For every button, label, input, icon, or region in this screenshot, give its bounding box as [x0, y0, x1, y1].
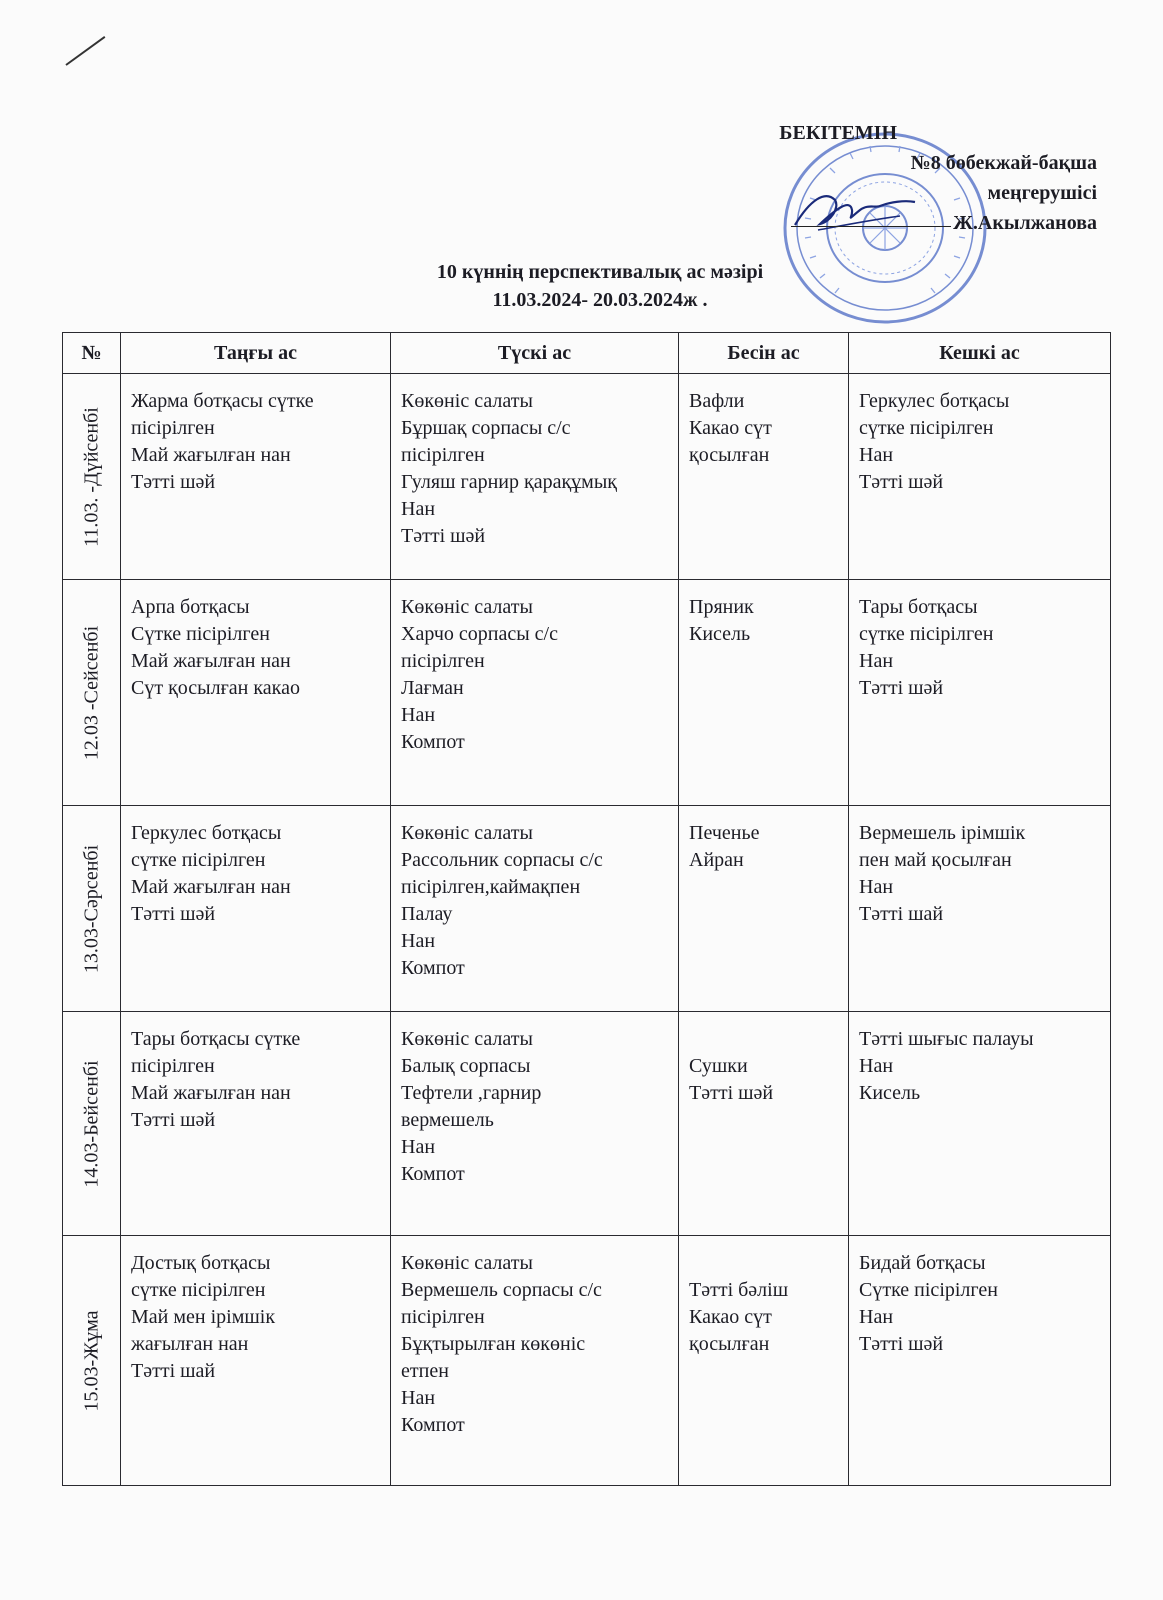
menu-item: Нан: [859, 1306, 894, 1328]
menu-item: Сүтке пісірілген: [131, 623, 270, 645]
approval-org: №8 бөбекжай-бақша: [910, 152, 1097, 174]
menu-table: [62, 332, 1111, 1486]
menu-item-list: [679, 806, 848, 882]
menu-item: Кисель: [689, 623, 751, 645]
day-cell: [63, 374, 121, 580]
menu-item: Сүтке пісірілген: [859, 1279, 998, 1301]
menu-item: Нан: [859, 650, 894, 672]
menu-item: Нан: [401, 498, 436, 520]
pen-mark: [65, 36, 105, 66]
menu-item: Нан: [401, 930, 436, 952]
header-lunch: Түскі ас: [391, 333, 679, 374]
lunch-cell: [391, 1236, 679, 1486]
menu-item: Харчо сорпасы с/с: [401, 623, 558, 645]
menu-item: Достық ботқасы: [131, 1252, 271, 1274]
menu-item: қосылған: [689, 1333, 770, 1355]
breakfast-cell: [121, 806, 391, 1012]
menu-item: Балық сорпасы: [401, 1055, 531, 1077]
dinner-cell: [849, 806, 1111, 1012]
menu-item: Нан: [859, 876, 894, 898]
lunch-cell: [391, 806, 679, 1012]
menu-item: Тәтті шәй: [131, 1109, 216, 1131]
menu-item: Май жағылған нан: [131, 650, 291, 672]
menu-item: Көкөніс салаты: [401, 1028, 533, 1050]
menu-item: Тәтті шай: [131, 1360, 216, 1382]
menu-item: Сүт қосылған какао: [131, 677, 300, 699]
menu-item: Компот: [401, 1414, 465, 1436]
menu-item: Тәтті шәй: [859, 677, 944, 699]
snack-cell: [679, 374, 849, 580]
menu-item-list: [849, 806, 1110, 936]
day-cell: [63, 1012, 121, 1236]
menu-item: Тефтели ,гарнир: [401, 1082, 542, 1104]
dinner-cell: [849, 1236, 1111, 1486]
menu-item: Тәтті шәй: [689, 1082, 774, 1104]
day-label: 13.03-Сәрсенбі: [80, 844, 102, 973]
menu-item: Сушки: [689, 1055, 748, 1077]
menu-item: Тәтті шәй: [131, 903, 216, 925]
menu-item: Көкөніс салаты: [401, 1252, 533, 1274]
menu-item: Тары ботқасы: [859, 596, 978, 618]
snack-cell: [679, 1236, 849, 1486]
header-dinner: Кешкі ас: [849, 333, 1111, 374]
menu-item-list: [121, 1236, 390, 1393]
menu-item: Көкөніс салаты: [401, 822, 533, 844]
menu-item: пісірілген: [131, 417, 215, 439]
menu-item: Тәтті шай: [859, 903, 944, 925]
menu-item: етпен: [401, 1360, 449, 1382]
day-label: 14.03-Бейсенбі: [80, 1059, 102, 1188]
menu-item: пісірілген: [401, 444, 485, 466]
menu-item-list: [121, 374, 390, 504]
table-row: [63, 1012, 1111, 1236]
menu-item: Компот: [401, 957, 465, 979]
menu-item-list: [849, 1012, 1110, 1115]
table-row: [63, 580, 1111, 806]
menu-item: Тәтті шәй: [859, 1333, 944, 1355]
menu-item-list: [849, 1236, 1110, 1366]
menu-item: Геркулес ботқасы: [131, 822, 282, 844]
breakfast-cell: [121, 1012, 391, 1236]
menu-item: Лағман: [401, 677, 464, 699]
menu-item: Компот: [401, 731, 465, 753]
menu-item: Май мен ірімшік: [131, 1306, 276, 1328]
breakfast-cell: [121, 1236, 391, 1486]
day-label: 11.03. -Дүйсенбі: [80, 406, 102, 547]
menu-item-list: [679, 580, 848, 656]
menu-item-list: [849, 580, 1110, 710]
menu-item: Бұқтырылған көкөніс: [401, 1333, 586, 1355]
menu-item: Тәтті шәй: [401, 525, 486, 547]
menu-item: Көкөніс салаты: [401, 390, 533, 412]
menu-item-list: [391, 1236, 678, 1447]
menu-item: Тәтті шығыс палауы: [859, 1028, 1034, 1050]
menu-item: қосылған: [689, 444, 770, 466]
document-title: [380, 258, 820, 314]
menu-item: Кисель: [859, 1082, 921, 1104]
table-row: [63, 1236, 1111, 1486]
menu-item: пісірілген: [401, 1306, 485, 1328]
approval-signatory: [791, 208, 1097, 238]
menu-item: Жарма ботқасы сүтке: [131, 390, 314, 412]
menu-item: Май жағылған нан: [131, 1082, 291, 1104]
snack-cell: [679, 806, 849, 1012]
breakfast-cell: [121, 374, 391, 580]
menu-item: Нан: [401, 704, 436, 726]
menu-item: вермешель: [401, 1109, 494, 1131]
menu-item: Какао сүт: [689, 417, 772, 439]
menu-item-list: [121, 580, 390, 710]
table-row: [63, 806, 1111, 1012]
menu-item: Нан: [859, 444, 894, 466]
menu-item: Май жағылған нан: [131, 444, 291, 466]
menu-item-list: [391, 806, 678, 990]
menu-item: сүтке пісірілген: [131, 1279, 266, 1301]
menu-item: Геркулес ботқасы: [859, 390, 1010, 412]
menu-item-list: [679, 374, 848, 477]
menu-item: [689, 1250, 842, 1277]
approval-heading: БЕКІТЕМІН: [779, 122, 897, 144]
menu-item-list: [679, 1236, 848, 1366]
menu-item: Тары ботқасы сүтке: [131, 1028, 301, 1050]
menu-item: Рассольник сорпасы с/с: [401, 849, 603, 871]
header-breakfast: Таңғы ас: [121, 333, 391, 374]
dinner-cell: [849, 1012, 1111, 1236]
dinner-cell: [849, 374, 1111, 580]
day-cell: [63, 580, 121, 806]
snack-cell: [679, 580, 849, 806]
menu-item-list: [391, 580, 678, 764]
menu-item: пен май қосылған: [859, 849, 1012, 871]
title-main: 10 күннің перспективалық ас мәзірі: [436, 261, 764, 283]
menu-item: Нан: [401, 1387, 436, 1409]
menu-item-list: [121, 806, 390, 936]
menu-item: пісірілген,каймақпен: [401, 876, 581, 898]
menu-item: Гуляш гарнир қарақұмық: [401, 471, 617, 493]
menu-item: сүтке пісірілген: [859, 417, 994, 439]
menu-item: Нан: [401, 1136, 436, 1158]
menu-item-list: [849, 374, 1110, 504]
menu-item-list: [391, 374, 678, 558]
menu-item: Бұршақ сорпасы с/с: [401, 417, 571, 439]
header-snack: Бесін ас: [679, 333, 849, 374]
menu-item: Вермешель ірімшік: [859, 822, 1026, 844]
approval-name: Ж.Акылжанова: [953, 212, 1097, 234]
menu-item: Палау: [401, 903, 453, 925]
menu-item: Көкөніс салаты: [401, 596, 533, 618]
menu-item: пісірілген: [401, 650, 485, 672]
breakfast-cell: [121, 580, 391, 806]
lunch-cell: [391, 1012, 679, 1236]
lunch-cell: [391, 580, 679, 806]
menu-item-list: [391, 1012, 678, 1196]
menu-item: Арпа ботқасы: [131, 596, 250, 618]
menu-item-list: [121, 1012, 390, 1142]
menu-item: Нан: [859, 1055, 894, 1077]
menu-item: Какао сүт: [689, 1306, 772, 1328]
day-cell: [63, 806, 121, 1012]
menu-item: Май жағылған нан: [131, 876, 291, 898]
day-label: 15.03-Жұма: [80, 1310, 102, 1411]
menu-item: Вермешель сорпасы с/с: [401, 1279, 602, 1301]
menu-item: Тәтті бәліш: [689, 1279, 789, 1301]
approval-position: меңгерушісі: [987, 182, 1097, 204]
menu-item: Бидай ботқасы: [859, 1252, 986, 1274]
menu-item: Тәтті шәй: [859, 471, 944, 493]
day-cell: [63, 1236, 121, 1486]
day-label: 12.03 -Сейсенбі: [80, 625, 102, 760]
menu-item: жағылған нан: [131, 1333, 249, 1355]
signature-line: [791, 226, 951, 227]
menu-item: Айран: [689, 849, 744, 871]
menu-item: [689, 1026, 842, 1053]
header-number: №: [63, 333, 121, 374]
menu-item: Печенье: [689, 822, 760, 844]
menu-item: Тәтті шәй: [131, 471, 216, 493]
header-row: [63, 333, 1111, 374]
menu-item: Пряник: [689, 596, 754, 618]
snack-cell: [679, 1012, 849, 1236]
menu-item: сүтке пісірілген: [859, 623, 994, 645]
title-dates: 11.03.2024- 20.03.2024ж .: [492, 289, 708, 311]
dinner-cell: [849, 580, 1111, 806]
lunch-cell: [391, 374, 679, 580]
menu-item: Вафли: [689, 390, 745, 412]
menu-item: сүтке пісірілген: [131, 849, 266, 871]
menu-item-list: [679, 1012, 848, 1115]
menu-item: Компот: [401, 1163, 465, 1185]
table-row: [63, 374, 1111, 580]
approval-block: [779, 118, 1097, 238]
menu-item: пісірілген: [131, 1055, 215, 1077]
